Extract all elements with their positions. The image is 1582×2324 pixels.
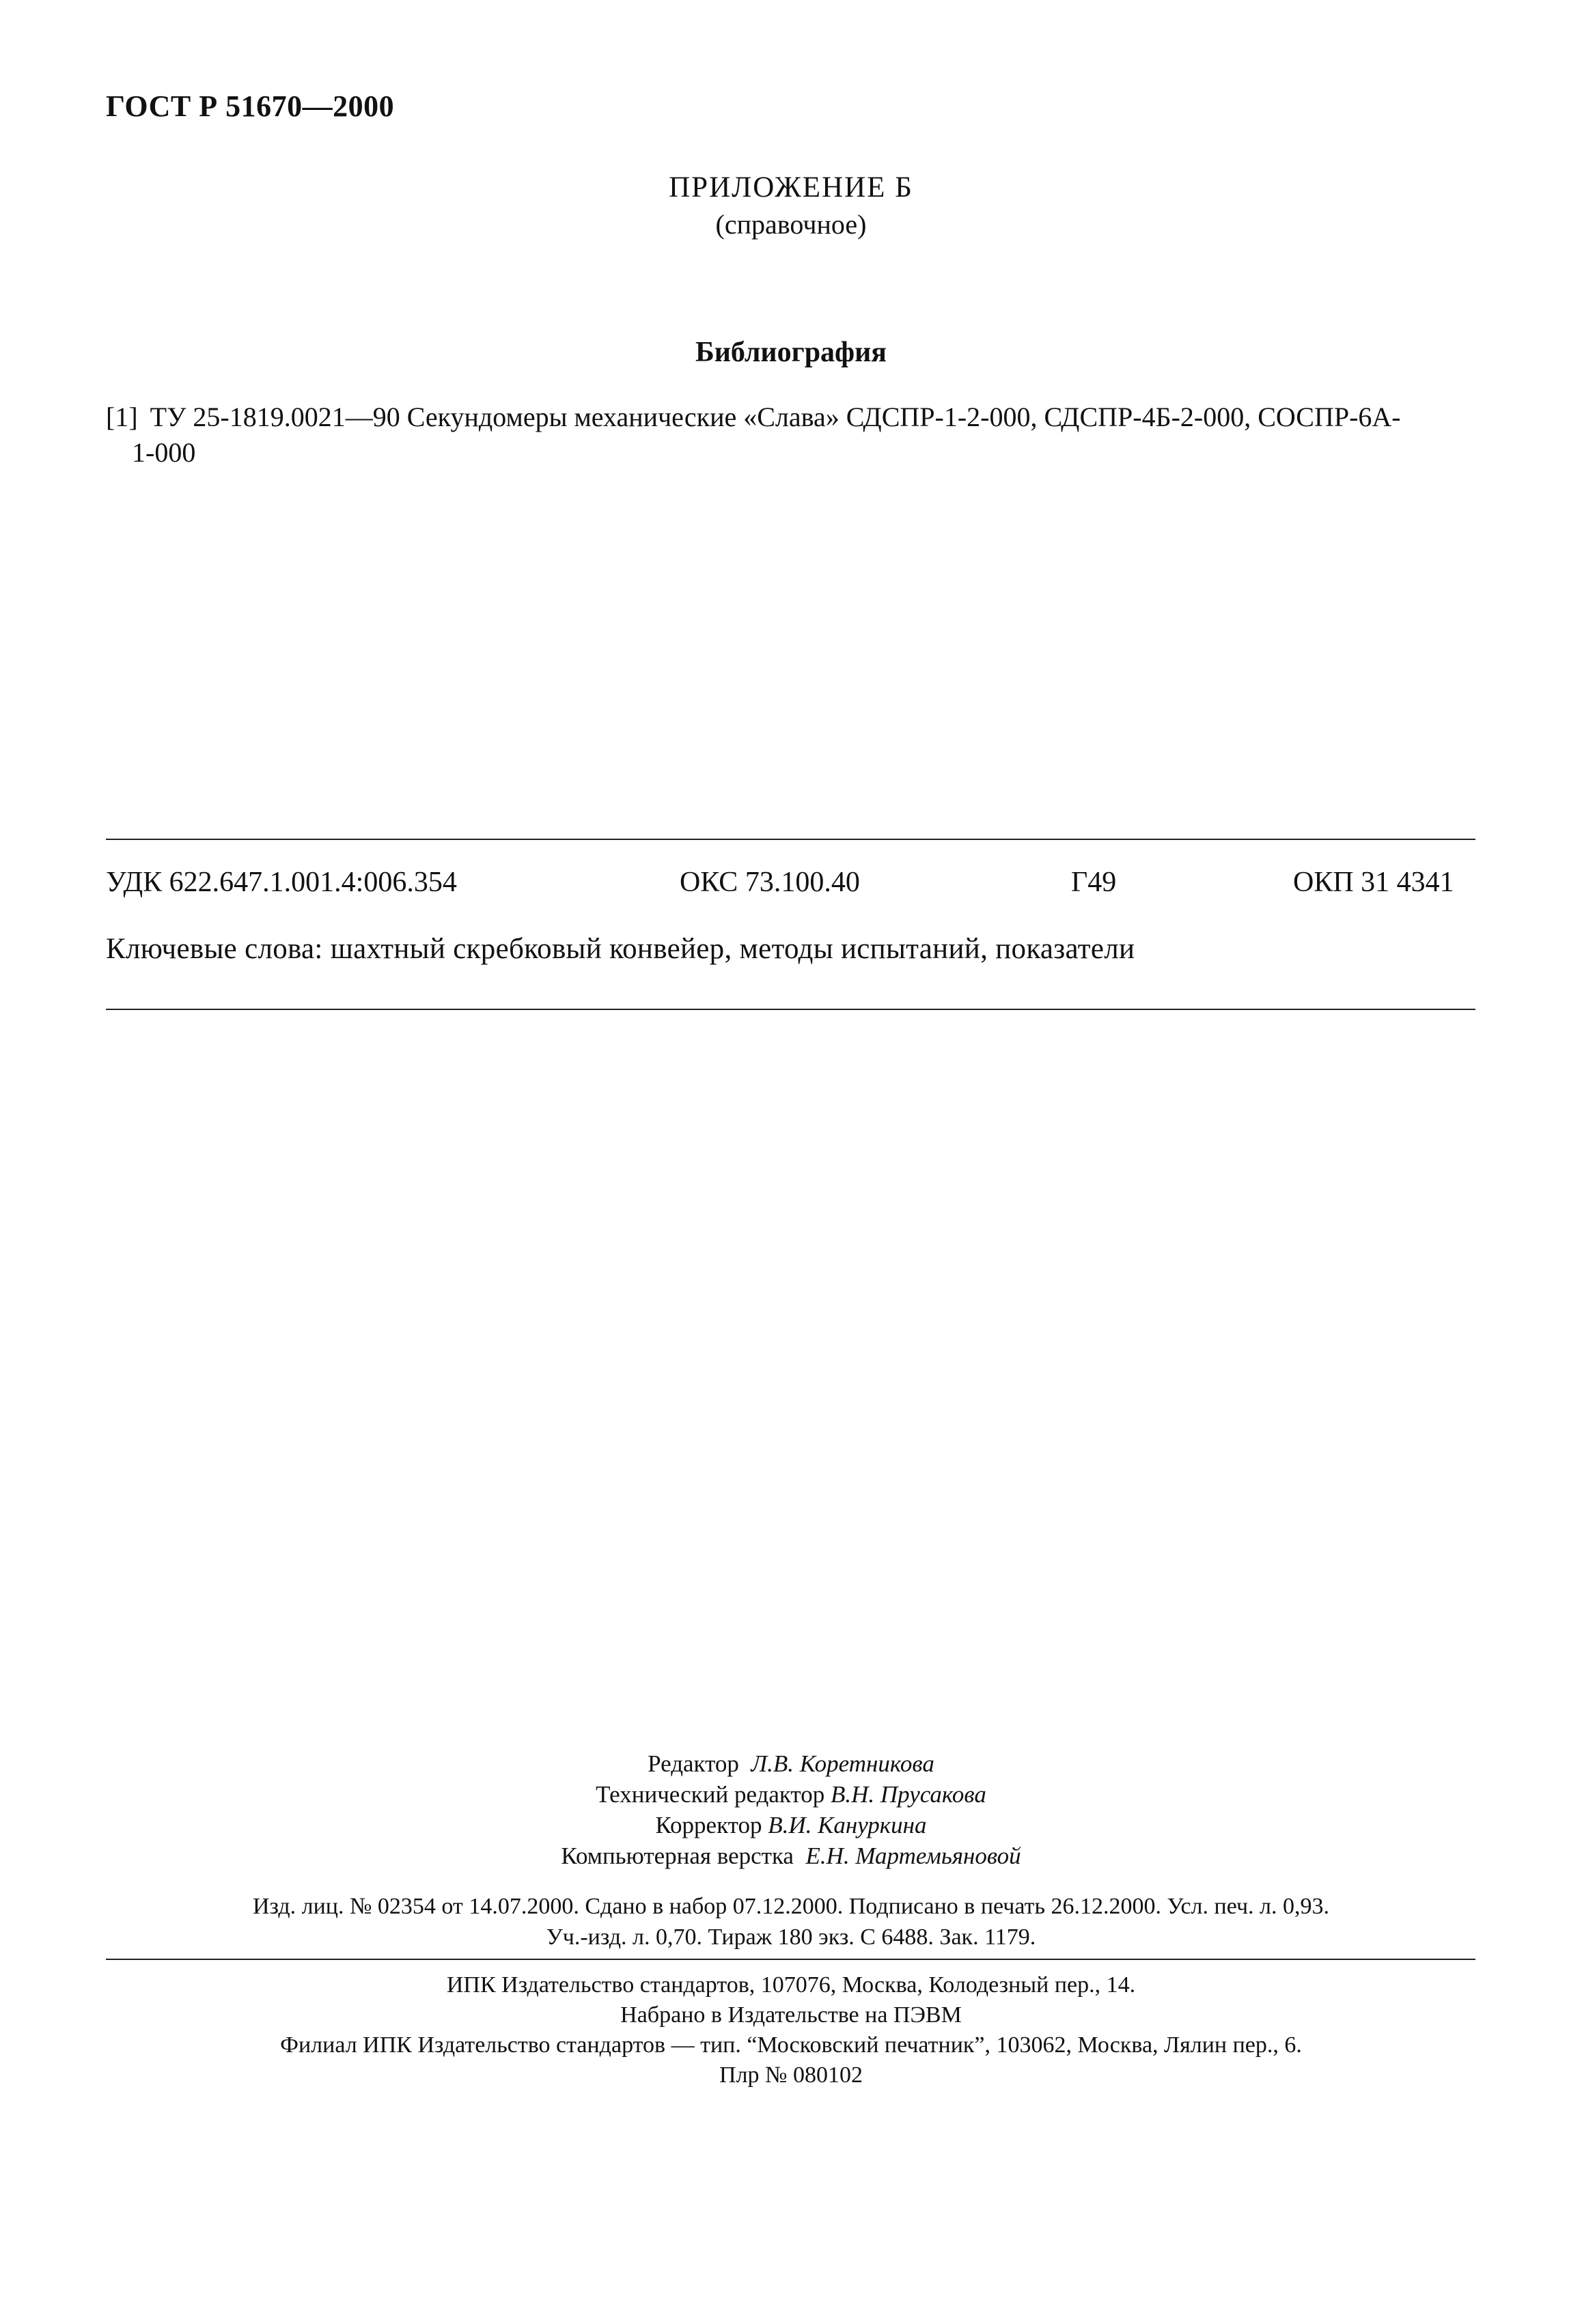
bibliography-entry-number: [1]	[106, 402, 138, 432]
oks-code: ОКС 73.100.40	[680, 867, 860, 898]
publication-info-line2: Уч.-изд. л. 0,70. Тираж 180 экз. С 6488. Зак. 1179.	[546, 1924, 1036, 1950]
udk-code: УДК 622.647.1.001.4:006.354	[106, 867, 457, 898]
credit-name: В.Н. Прусакова	[831, 1781, 986, 1808]
imprint-line: ИПК Издательство стандартов, 107076, Москва, Колодезный пер., 14.	[446, 1972, 1136, 1998]
imprint-block	[0, 1970, 1582, 2090]
bibliography-entry-continuation: 1-000	[132, 437, 196, 468]
okp-code: ОКП 31 4341	[1293, 867, 1454, 898]
group-code: Г49	[1071, 867, 1117, 898]
keywords-line: Ключевые слова: шахтный скребковый конвейер, методы испытаний, показатели	[106, 933, 1135, 965]
credit-name: Л.В. Коретникова	[751, 1750, 934, 1777]
credit-role: Технический редактор	[596, 1781, 825, 1808]
credit-name: Е.Н. Мартемьяновой	[805, 1843, 1021, 1869]
bibliography-entry	[106, 400, 1472, 471]
credit-layout	[0, 1840, 1582, 1871]
imprint-line: Набрано в Издательстве на ПЭВМ	[620, 2002, 962, 2028]
credit-role: Редактор	[648, 1750, 739, 1777]
bibliography-entry-line	[106, 400, 1472, 435]
credit-name: В.И. Кануркина	[768, 1812, 927, 1838]
divider-imprint	[106, 1959, 1475, 1960]
bibliography-entry-text: ТУ 25-1819.0021—90 Секундомеры механические «Слава» СДСПР-1-2-000, СДСПР-4Б-2-000, СОСПР-6А-	[150, 402, 1401, 432]
credit-proofreader	[0, 1810, 1582, 1840]
divider-bottom	[106, 1009, 1475, 1010]
imprint-line: Плр № 080102	[719, 2062, 863, 2088]
credit-tech-editor	[0, 1779, 1582, 1810]
credit-role: Компьютерная верстка	[561, 1843, 794, 1869]
appendix-title: ПРИЛОЖЕНИЕ Б	[669, 171, 913, 204]
standard-code: ГОСТ Р 51670—2000	[106, 89, 395, 123]
publication-info-line1: Изд. лиц. № 02354 от 14.07.2000. Сдано в набор 07.12.2000. Подписано в печать 26.12.2000. Усл. печ. л. 0,93.	[252, 1894, 1330, 1919]
divider-top	[106, 839, 1475, 840]
bibliography-heading: Библиография	[695, 337, 887, 368]
imprint-line: Филиал ИПК Издательство стандартов — тип. “Московский печатник”, 103062, Москва, Лялин пер., 6.	[280, 2032, 1302, 2058]
appendix-subtitle: (справочное)	[715, 209, 867, 240]
credit-editor	[0, 1748, 1582, 1779]
credit-role: Корректор	[655, 1812, 762, 1838]
credits-block	[0, 1748, 1582, 1871]
